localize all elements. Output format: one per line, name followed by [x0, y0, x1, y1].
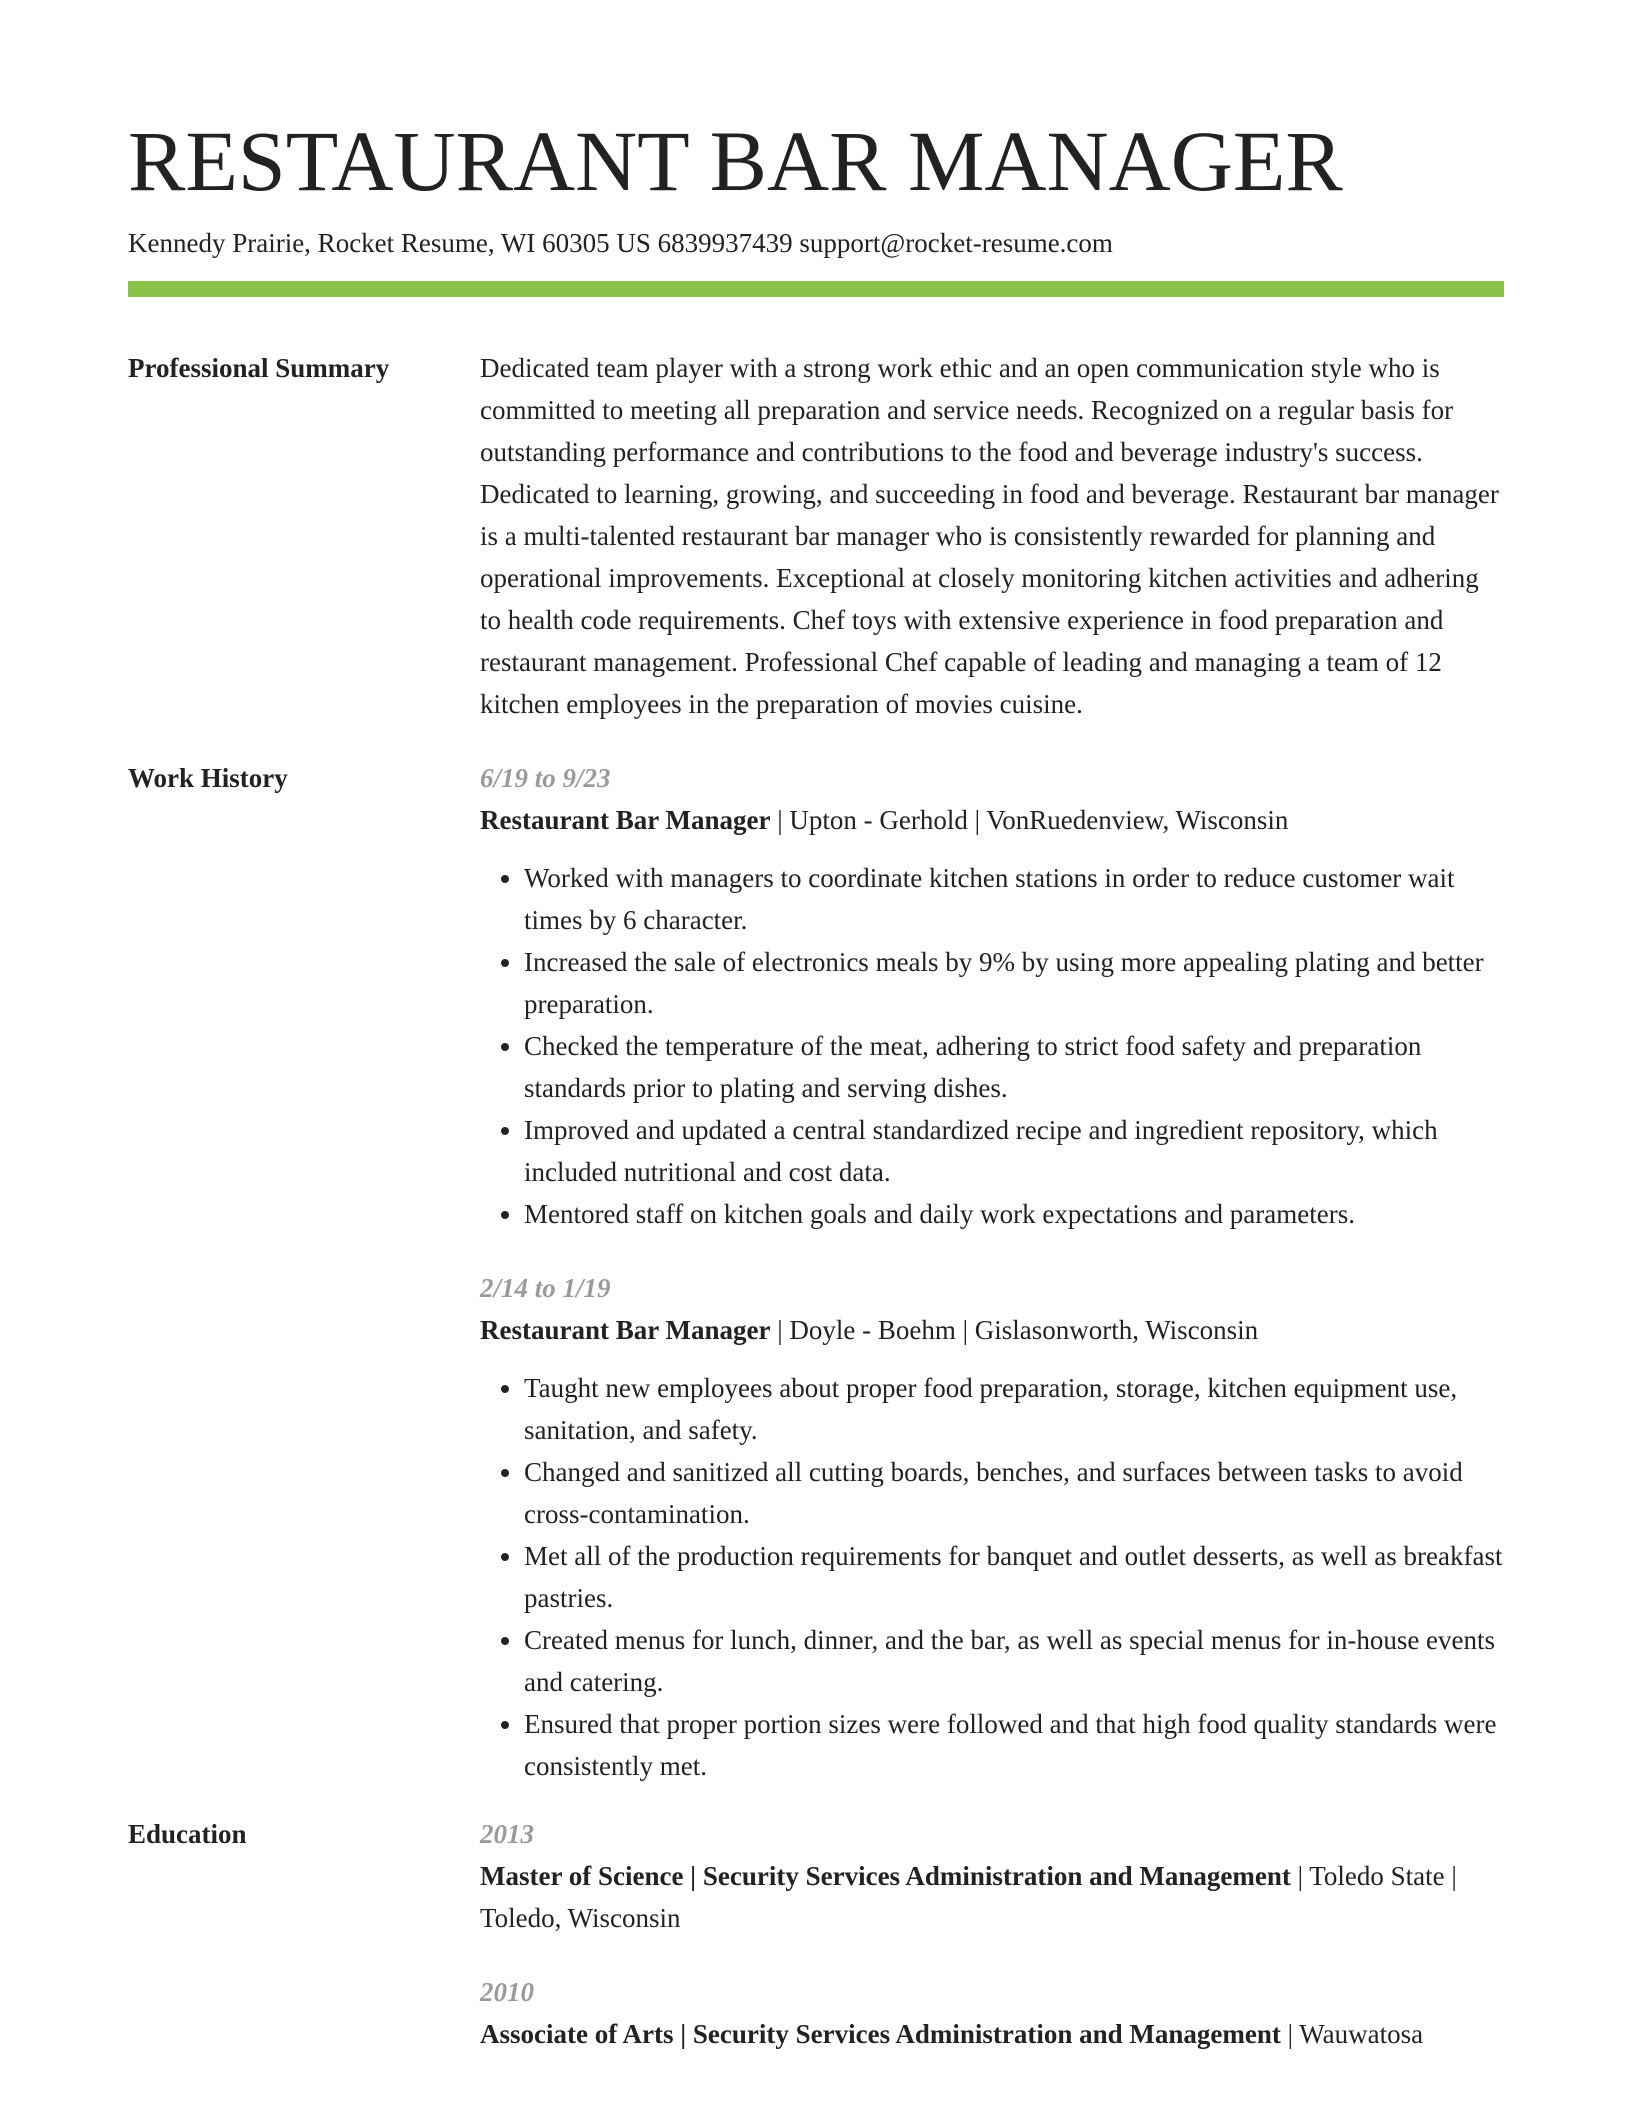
job-bullets [480, 1367, 1504, 1787]
job-bullet: • Met all of the production requirements for banquet and outlet desserts, as well as breakfast pastries. [524, 1535, 1504, 1619]
job-bullet: • Increased the sale of electronics meals by 9% by using more appealing plating and better preparation. [524, 941, 1504, 1025]
education-entry [480, 1813, 1504, 1939]
education-line [480, 2013, 1504, 2055]
work-history-section [128, 757, 1504, 1787]
resume-name: RESTAURANT BAR MANAGER [128, 113, 1343, 209]
education-line [480, 1855, 1504, 1939]
job-bullets [480, 857, 1504, 1235]
summary-section [128, 347, 1504, 725]
job-entry [480, 1267, 1504, 1787]
job-bullet: • Created menus for lunch, dinner, and the bar, as well as special menus for in-house events and catering. [524, 1619, 1504, 1703]
education-details: | Wauwatosa [1280, 2019, 1424, 2050]
education-year: 2013 [480, 1819, 534, 1850]
job-details: | Upton - Gerhold | VonRuedenview, Wisconsin [770, 805, 1289, 836]
summary-body [480, 347, 1504, 725]
accent-divider [128, 281, 1504, 297]
job-title: Restaurant Bar Manager [480, 805, 771, 836]
education-year: 2010 [480, 1977, 534, 2008]
education-degree: Master of Science | Security Services Administration and Management [480, 1861, 1291, 1892]
education-section [128, 1813, 1504, 2055]
job-dates: 6/19 to 9/23 [480, 763, 611, 794]
job-bullet: • Mentored staff on kitchen goals and daily work expectations and parameters. [524, 1193, 1504, 1235]
education-entry [480, 1971, 1504, 2055]
job-bullet: • Ensured that proper portion sizes were followed and that high food quality standards were consistently met. [524, 1703, 1504, 1787]
job-role-line [480, 799, 1504, 841]
education-degree: Associate of Arts | Security Services Administration and Management [480, 2019, 1281, 2050]
summary-text: Dedicated team player with a strong work ethic and an open communication style who is committed to meeting all preparation and service needs. Recognized on a regular basis for outstanding performance and contributions to the food and beverage industry's success. Dedicated to learning, growing, and succeeding in food and beverage. Restaurant bar manager is a multi-talented restaurant bar manager who is consistently rewarded for planning and operational improvements. Exceptional at closely monitoring kitchen activities and adhering to health code requirements. Chef toys with extensive experience in food preparation and restaurant management. Professional Chef capable of leading and managing a team of 12 kitchen employees in the preparation of movies cuisine. [480, 353, 1499, 720]
job-bullet: • Taught new employees about proper food preparation, storage, kitchen equipment use, sanitation, and safety. [524, 1367, 1504, 1451]
education-body [480, 1813, 1504, 2055]
education-details: | Toledo State | Toledo, Wisconsin [480, 1861, 1457, 1934]
work-history-label: Work History [128, 763, 288, 794]
job-bullet: • Worked with managers to coordinate kitchen stations in order to reduce customer wait times by 6 character. [524, 857, 1504, 941]
contact-line: Kennedy Prairie, Rocket Resume, WI 60305 US 6839937439 support@rocket-resume.com [128, 228, 1113, 258]
job-role-line [480, 1309, 1504, 1351]
job-bullet: • Changed and sanitized all cutting boards, benches, and surfaces between tasks to avoid cross-contamination. [524, 1451, 1504, 1535]
job-bullet: • Checked the temperature of the meat, adhering to strict food safety and preparation standards prior to plating and serving dishes. [524, 1025, 1504, 1109]
summary-label: Professional Summary [128, 353, 390, 384]
job-title: Restaurant Bar Manager [480, 1315, 771, 1346]
job-details: | Doyle - Boehm | Gislasonworth, Wisconsin [770, 1315, 1259, 1346]
job-entry [480, 757, 1504, 1235]
job-dates: 2/14 to 1/19 [480, 1273, 611, 1304]
work-history-body [480, 757, 1504, 1787]
education-label: Education [128, 1819, 247, 1850]
job-bullet: • Improved and updated a central standardized recipe and ingredient repository, which included nutritional and cost data. [524, 1109, 1504, 1193]
